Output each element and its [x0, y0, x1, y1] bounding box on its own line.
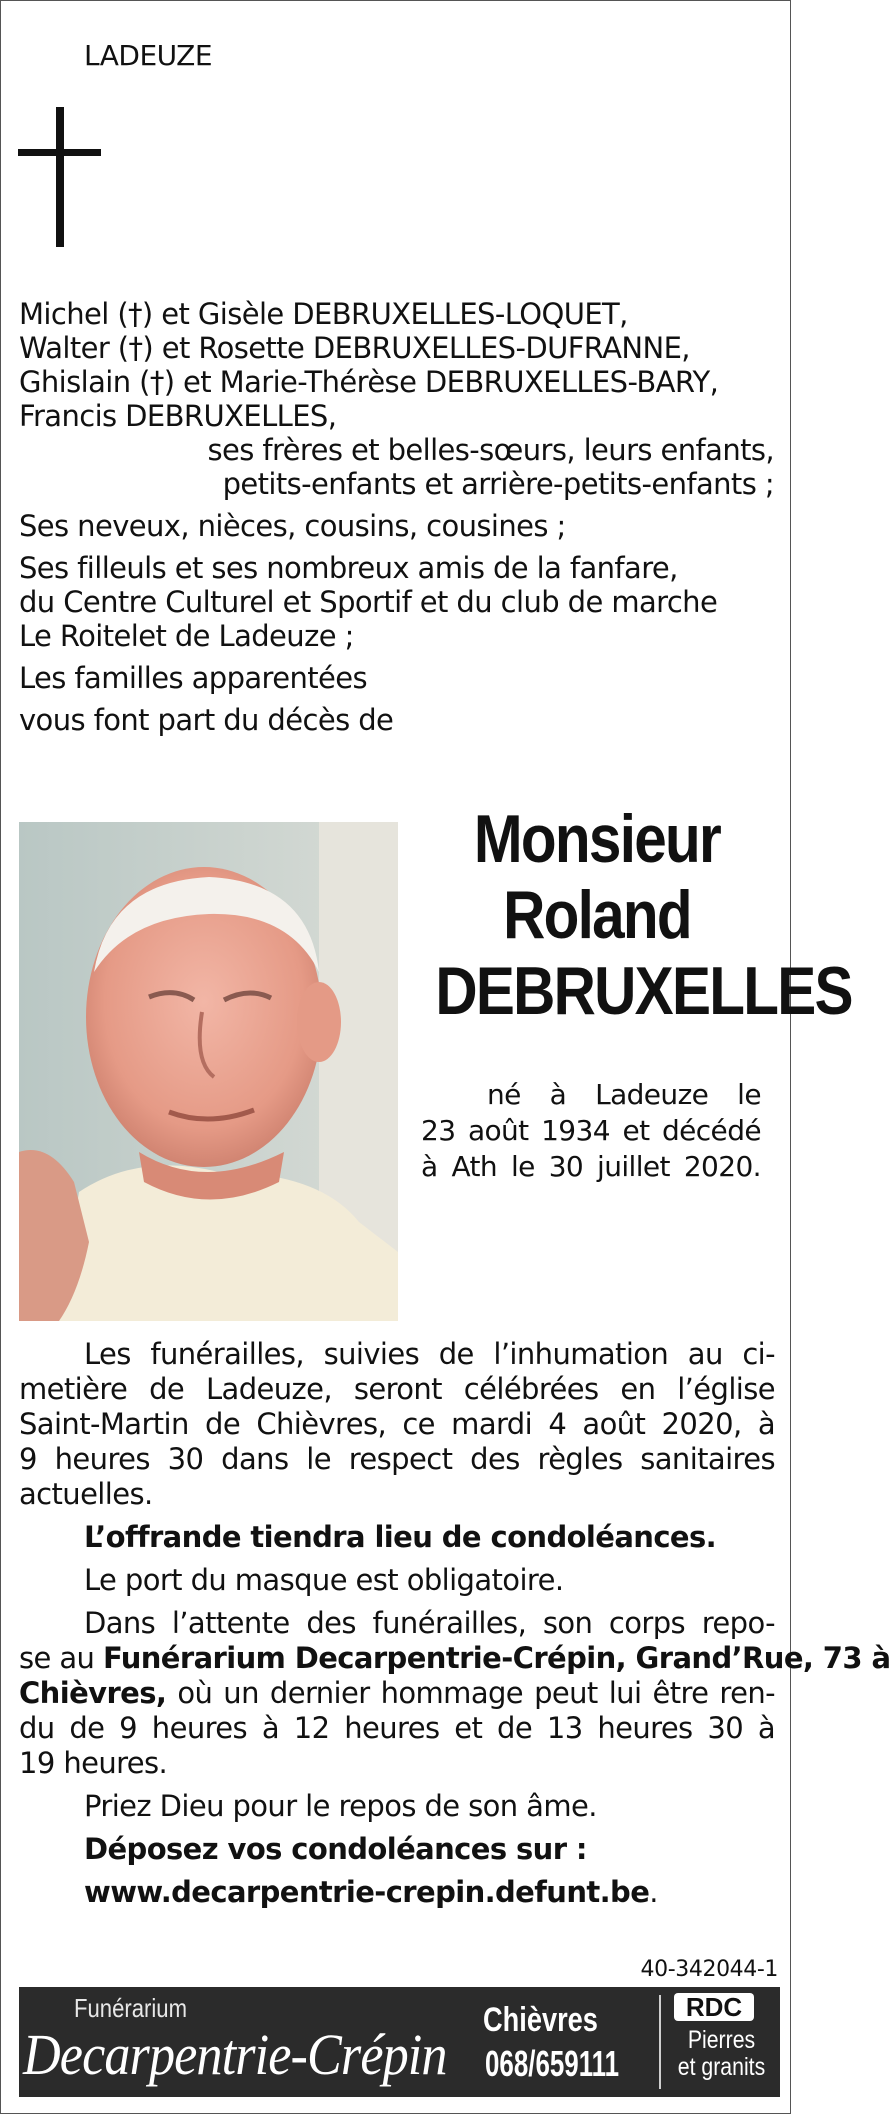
- friends-line: Ses filleuls et ses nombreux amis de la fanfare,: [19, 551, 678, 585]
- prayer-line: Priez Dieu pour le repos de son âme.: [84, 1789, 597, 1823]
- website-period: .: [649, 1875, 658, 1909]
- rdc-tagline-line: Pierres: [687, 2026, 756, 2054]
- cross-vertical-bar: [56, 107, 64, 247]
- family-list: [19, 297, 779, 737]
- banner-phone: 068/659111: [485, 2043, 620, 2084]
- relatives-line: Les familles apparentées: [19, 661, 368, 695]
- cross-horizontal-bar: [18, 149, 101, 156]
- reference-number: 40-342044-1: [640, 1957, 778, 1982]
- banner-divider: [659, 1995, 661, 2089]
- deceased-first-name: Roland: [503, 877, 691, 953]
- condolences-label: Déposez vos condoléances sur :: [84, 1832, 587, 1866]
- family-line: Michel (†) et Gisèle DEBRUXELLES-LOQUET,: [19, 297, 628, 331]
- funeral-home-city: Chièvres,: [19, 1676, 167, 1710]
- announce-line: vous font part du décès de: [19, 703, 394, 737]
- funeral-line: Les funérailles, suivies de l’inhumation au ci-: [84, 1337, 775, 1371]
- banner-brand-logo: Decarpentrie-Crépin: [23, 2022, 447, 2087]
- wake-line: 19 heures.: [19, 1746, 168, 1780]
- offering-note: L’offrande tiendra lieu de condoléances.: [84, 1520, 717, 1554]
- funeral-line: metière de Ladeuze, seront célébrées en l’église: [19, 1372, 775, 1406]
- deceased-name: [435, 801, 852, 1029]
- banner-label: Funérarium: [74, 1993, 187, 2023]
- family-line: Francis DEBRUXELLES,: [19, 399, 337, 433]
- birth-line: né à Ladeuze le: [487, 1078, 761, 1111]
- portrait-illustration: [19, 822, 398, 1321]
- family-line: Ghislain (†) et Marie-Thérèse DEBRUXELLES-BARY,: [19, 365, 719, 399]
- birth-line: 23 août 1934 et décédé: [421, 1114, 761, 1147]
- portrait-photo: [19, 822, 398, 1321]
- relation-line: ses frères et belles-sœurs, leurs enfants,: [207, 433, 774, 467]
- wake-line: du de 9 heures à 12 heures et de 13 heures 30 à: [19, 1711, 775, 1745]
- condolences-link-line: [19, 1875, 775, 1910]
- funeral-details: [19, 1337, 890, 1910]
- funeral-line: actuelles.: [19, 1477, 153, 1511]
- family-line: Walter (†) et Rosette DEBRUXELLES-DUFRANNE,: [19, 331, 690, 365]
- town-heading: LADEUZE: [84, 39, 213, 72]
- deceased-title: Monsieur: [473, 801, 721, 877]
- mask-note: Le port du masque est obligatoire.: [84, 1563, 564, 1597]
- wake-text: où un dernier hommage peut lui être ren-: [166, 1676, 775, 1710]
- funeral-home-banner: [19, 1987, 780, 2097]
- nephews-line: Ses neveux, nièces, cousins, cousines ;: [19, 509, 566, 543]
- funeral-home-address: Funérarium Decarpentrie-Crépin, Grand’Rue, 73 à: [102, 1641, 890, 1675]
- wake-line: Dans l’attente des funérailles, son corps repo-: [84, 1606, 775, 1640]
- wake-text: se au: [19, 1641, 103, 1675]
- rdc-logo: RDC: [674, 1993, 754, 2021]
- wake-line: [19, 1676, 775, 1711]
- birth-line: à Ath le 30 juillet 2020.: [421, 1150, 761, 1183]
- condolences-website-link[interactable]: www.decarpentrie-crepin.defunt.be: [84, 1875, 650, 1909]
- rdc-tagline-line: et granits: [677, 2053, 766, 2081]
- friends-line: du Centre Culturel et Sportif et du club de marche: [19, 585, 718, 619]
- banner-city: Chièvres: [483, 2001, 598, 2039]
- funeral-line: Saint-Martin de Chièvres, ce mardi 4 août 2020, à: [19, 1407, 775, 1441]
- wake-line: [19, 1641, 890, 1676]
- deceased-last-name: DEBRUXELLES: [435, 953, 852, 1029]
- relation-line: petits-enfants et arrière-petits-enfants ;: [222, 467, 774, 501]
- friends-line: Le Roitelet de Ladeuze ;: [19, 619, 354, 653]
- birth-death-info: [421, 1077, 761, 1185]
- funeral-line: 9 heures 30 dans le respect des règles sanitaires: [19, 1442, 775, 1476]
- rdc-tagline: [677, 2027, 766, 2081]
